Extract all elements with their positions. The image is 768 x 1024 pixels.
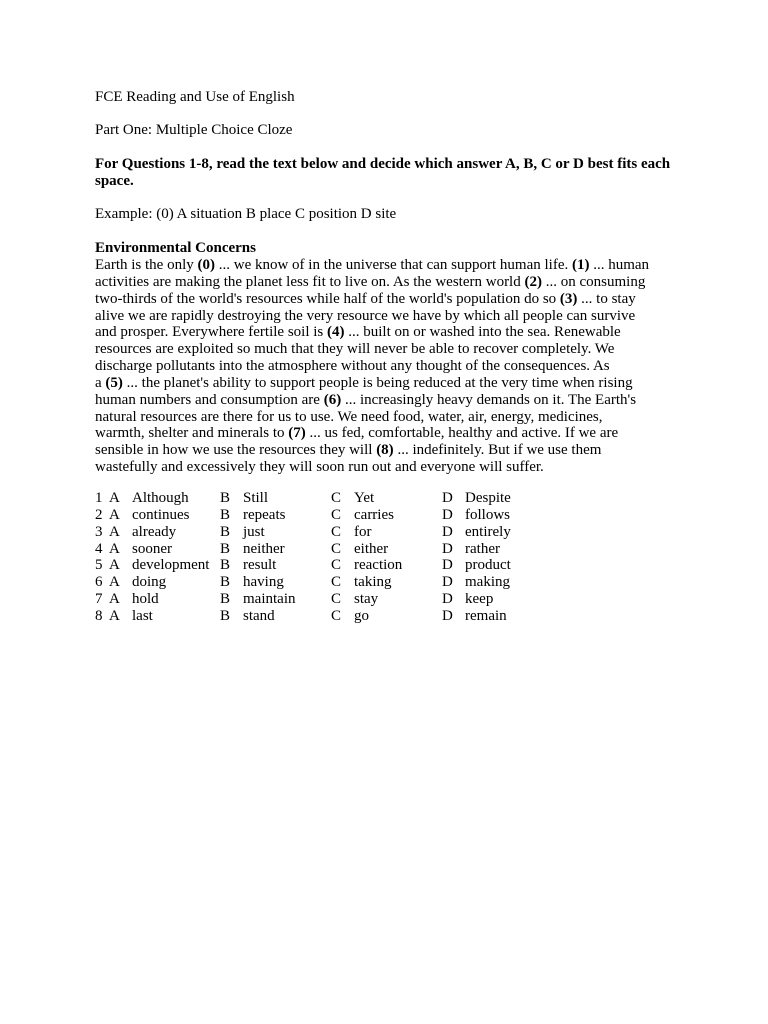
passage-text — [95, 257, 675, 476]
document-title: FCE Reading and Use of English — [95, 89, 295, 105]
option-d: keep — [465, 591, 494, 608]
option-d: rather — [465, 540, 500, 557]
option-d: Despite — [465, 490, 511, 506]
gap-number: (4) — [327, 324, 345, 341]
option-letter-b: B — [220, 557, 231, 574]
option-b: having — [243, 574, 284, 591]
option-letter-d: D — [442, 540, 453, 557]
passage-segment: resources are exploited so much that they will never be able to recover completely. We — [95, 341, 615, 358]
option-letter-c: C — [331, 591, 342, 608]
gap-number: (2) — [524, 273, 542, 290]
passage-segment: warmth, shelter and minerals to — [95, 425, 289, 442]
gap-number: (7) — [288, 425, 306, 442]
option-b: neither — [243, 540, 285, 557]
passage-segment: ... human — [589, 257, 650, 273]
passage-segment: ... we know of in the universe that can support human life. — [214, 257, 572, 273]
option-d: remain — [465, 607, 507, 624]
option-row — [95, 608, 535, 625]
passage-segment: ... to stay — [577, 290, 636, 307]
option-letter-a: A — [109, 523, 120, 540]
option-letter-c: C — [331, 574, 342, 591]
gap-number: (8) — [376, 442, 394, 459]
option-row — [95, 507, 535, 524]
option-d: entirely — [465, 523, 511, 540]
option-letter-a: A — [109, 506, 120, 523]
passage-line — [95, 409, 675, 426]
passage-segment: natural resources are there for us to use. We need food, water, air, energy, medicines, — [95, 408, 603, 425]
gap-number: (6) — [323, 391, 342, 408]
option-letter-a: A — [109, 557, 120, 574]
option-d: follows — [465, 506, 510, 523]
option-b: result — [243, 557, 277, 574]
passage-line — [95, 291, 675, 308]
passage-line — [95, 392, 675, 409]
option-letter-c: C — [331, 506, 342, 523]
option-c: go — [354, 607, 369, 624]
section-heading: Environmental Concerns — [95, 240, 256, 256]
option-a: sooner — [132, 540, 172, 557]
option-row — [95, 591, 535, 608]
passage-line — [95, 324, 675, 341]
passage-line — [95, 308, 675, 325]
passage-segment: ... the planet's ability to support people is being reduced at the very time when rising — [122, 374, 633, 391]
option-d: making — [465, 574, 510, 591]
passage-segment: activities are making the planet less fit to live on. As the western world — [95, 273, 525, 290]
option-a: last — [132, 607, 153, 624]
gap-number: (0) — [197, 257, 215, 273]
passage-segment: and prosper. Everywhere fertile soil is — [95, 324, 328, 341]
option-c: either — [354, 540, 389, 557]
gap-number: (5) — [105, 374, 123, 391]
option-a: Although — [132, 490, 189, 506]
option-a: hold — [132, 591, 159, 608]
passage-segment: wastefully and excessively they will soon run out and everyone will suffer. — [95, 459, 544, 476]
option-b: maintain — [243, 591, 296, 608]
option-a: continues — [132, 506, 190, 523]
option-c: carries — [354, 506, 394, 523]
passage-segment: ... increasingly heavy demands on it. The Earth's — [341, 391, 637, 408]
option-letter-d: D — [442, 607, 453, 624]
question-number: 1 — [95, 490, 103, 506]
passage-line — [95, 375, 675, 392]
option-letter-b: B — [220, 591, 231, 608]
option-letter-c: C — [331, 557, 342, 574]
option-letter-d: D — [442, 506, 453, 523]
option-letter-c: C — [331, 523, 342, 540]
part-title: Part One: Multiple Choice Cloze — [95, 122, 293, 138]
passage-segment: human numbers and consumption are — [95, 391, 324, 408]
option-row — [95, 524, 535, 541]
option-b: repeats — [243, 506, 286, 523]
passage-line — [95, 425, 675, 442]
option-c: for — [354, 523, 372, 540]
option-letter-b: B — [220, 607, 231, 624]
option-row — [95, 541, 535, 558]
option-letter-c: C — [331, 490, 342, 506]
option-letter-b: B — [220, 574, 231, 591]
question-number: 4 — [95, 540, 103, 557]
option-a: already — [132, 523, 177, 540]
passage-segment: ... built on or washed into the sea. Renewable — [344, 324, 621, 341]
passage-line — [95, 358, 675, 375]
option-row — [95, 490, 535, 507]
passage-segment: ... indefinitely. But if we use them — [393, 442, 602, 459]
option-letter-d: D — [442, 490, 453, 506]
passage-segment: alive we are rapidly destroying the very resource we have by which all people can survive — [95, 307, 636, 324]
question-number: 7 — [95, 591, 103, 608]
question-number: 8 — [95, 607, 103, 624]
passage-segment: a — [95, 374, 106, 391]
option-row — [95, 557, 535, 574]
option-letter-b: B — [220, 490, 231, 506]
option-a: development — [132, 557, 210, 574]
passage-segment: sensible in how we use the resources they will — [95, 442, 377, 459]
option-c: reaction — [354, 557, 403, 574]
option-letter-b: B — [220, 540, 231, 557]
passage-segment: ... on consuming — [541, 273, 646, 290]
passage-segment: two-thirds of the world's resources while half of the world's population do so — [95, 290, 560, 307]
question-number: 3 — [95, 523, 103, 540]
passage-line — [95, 257, 675, 274]
option-letter-c: C — [331, 540, 342, 557]
option-c: Yet — [354, 490, 375, 506]
option-c: stay — [354, 591, 379, 608]
gap-number: (1) — [571, 257, 590, 273]
option-c: taking — [354, 574, 392, 591]
option-row — [95, 574, 535, 591]
passage-segment: ... us fed, comfortable, healthy and active. If we are — [305, 425, 619, 442]
gap-number: (3) — [559, 290, 578, 307]
option-letter-a: A — [109, 574, 120, 591]
option-b: just — [243, 523, 265, 540]
option-letter-d: D — [442, 523, 453, 540]
instructions: For Questions 1-8, read the text below and decide which answer A, B, C or D best fits each space. — [95, 156, 671, 189]
passage-line — [95, 274, 675, 291]
passage-segment: discharge pollutants into the atmosphere without any thought of the consequences. As — [95, 358, 610, 375]
option-letter-d: D — [442, 557, 453, 574]
option-letter-a: A — [109, 607, 120, 624]
option-letter-b: B — [220, 523, 231, 540]
option-letter-a: A — [109, 540, 120, 557]
question-number: 5 — [95, 557, 103, 574]
option-letter-c: C — [331, 607, 342, 624]
passage-line — [95, 459, 675, 476]
passage-segment: Earth is the only — [95, 257, 198, 273]
option-d: product — [465, 557, 511, 574]
option-letter-d: D — [442, 574, 453, 591]
question-number: 2 — [95, 506, 103, 523]
option-letter-b: B — [220, 506, 231, 523]
option-letter-a: A — [109, 490, 120, 506]
question-number: 6 — [95, 574, 103, 591]
option-letter-a: A — [109, 591, 120, 608]
option-a: doing — [132, 574, 167, 591]
example-line: Example: (0) A situation B place C position D site — [95, 206, 397, 222]
option-b: stand — [243, 607, 275, 624]
option-b: Still — [243, 490, 269, 506]
option-letter-d: D — [442, 591, 453, 608]
passage-line — [95, 442, 675, 459]
passage-line — [95, 341, 675, 358]
answer-options-table — [95, 490, 535, 625]
